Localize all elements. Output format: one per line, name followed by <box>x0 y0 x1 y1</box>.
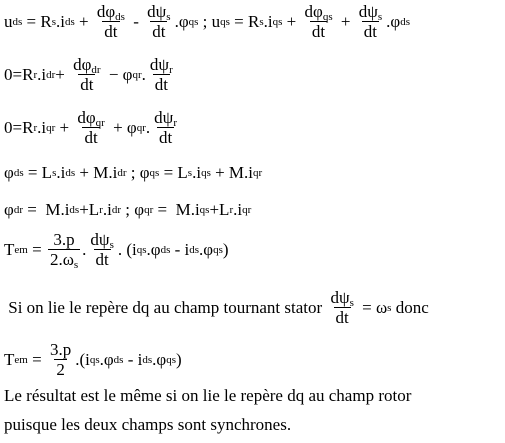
text-segment: φ <box>4 200 14 219</box>
text-segment: . (i <box>117 239 137 259</box>
numerator: dψ <box>149 55 170 74</box>
text-segment: ; φ <box>126 163 150 182</box>
denominator: dt <box>311 22 326 41</box>
subscript: r <box>173 117 177 129</box>
stator-flux-equations: φ ds = L s .i ds + M.i dr ; φ qs = L s .i qs + M.i qr <box>4 163 263 182</box>
torque-equation: T em = $\frac{3.p}{2.\omega_s}$ . $\frac{d\psi_s}{dt}$ . (i qs .φ ds - i ds .φ qs ) <box>4 230 229 271</box>
conclusion-line-2: puisque les deux champs sont synchrones. <box>4 415 292 434</box>
fraction <box>152 108 179 147</box>
text-segment: .i <box>56 11 65 31</box>
text-segment: .i <box>37 117 47 137</box>
text-segment: = L <box>23 163 53 182</box>
numerator: 3.p <box>53 230 75 249</box>
text-segment: = R <box>229 11 260 31</box>
text-segment: + M.i <box>75 163 118 182</box>
subscript: s <box>377 11 383 23</box>
denominator: dt <box>152 22 166 41</box>
fraction <box>145 2 172 41</box>
numerator: dφ <box>304 2 323 21</box>
denominator: dt <box>95 250 109 269</box>
text-segment: T <box>4 239 15 259</box>
numerator: dφ <box>96 2 116 21</box>
text-segment: + <box>55 117 74 137</box>
subscript: r <box>169 64 173 76</box>
text-segment: donc <box>391 297 429 317</box>
conclusion-line-1: Le résultat est le même si on lie le repère dq au champ rotor <box>4 386 412 405</box>
text-segment: .i <box>192 163 202 182</box>
fraction <box>303 2 335 41</box>
subscript: s <box>349 297 354 309</box>
subscript: s <box>166 11 171 23</box>
text-segment: φ <box>4 163 14 182</box>
rotor-flux-equations: φ dr = M.i ds +L r .i dr ; φ qr = M.i qs +L r .i qr <box>4 200 252 219</box>
text-segment: .i <box>56 163 66 182</box>
numerator: dψ <box>90 230 110 249</box>
fraction <box>75 108 106 147</box>
text-segment: u <box>4 11 13 31</box>
text-segment: ; u <box>198 11 221 31</box>
text-segment: = M.i <box>153 200 200 219</box>
subscript: qr <box>95 117 105 129</box>
text-segment: ; φ <box>121 200 145 219</box>
text-segment: ) <box>175 349 182 369</box>
denominator: dt <box>335 308 349 327</box>
fraction <box>48 230 80 269</box>
text-segment: +L <box>209 200 230 219</box>
text-segment: . <box>82 239 87 259</box>
rotor-equation-q: 0=R r .i qr + $\frac{d\varphi_{qr}}{dt}$ + φ qr . $\frac{d\psi_r}{dt}$ <box>4 108 177 147</box>
text-segment: .φ <box>152 349 167 369</box>
fraction <box>88 230 115 269</box>
text-segment: + φ <box>108 117 137 137</box>
text-segment: + <box>336 11 355 31</box>
numerator: dψ <box>154 108 174 127</box>
text-segment: = L <box>159 163 188 182</box>
numerator: dψ <box>358 2 378 21</box>
text-segment: − φ <box>104 64 133 84</box>
text-segment: .φ <box>146 239 161 259</box>
numerator: dψ <box>330 288 350 307</box>
text-segment: .i <box>263 11 273 31</box>
rotor-equation-d: 0=R r .i dr + $\frac{d\varphi_{dr}}{dt}$ − φ qr . $\frac{d\psi_r}{dt}$ <box>4 55 173 94</box>
text-segment: .φ <box>99 349 114 369</box>
denominator: dt <box>84 128 98 147</box>
text-segment: - i <box>123 349 143 369</box>
denominator: dt <box>104 22 118 41</box>
fraction <box>71 55 102 94</box>
text-segment: .φ <box>199 239 214 259</box>
subscript: s <box>109 239 114 251</box>
text-segment: + M.i <box>210 163 254 182</box>
text-segment: + <box>282 11 301 31</box>
text-segment: = ω <box>357 297 388 317</box>
fraction <box>48 340 73 379</box>
text-segment: .i <box>233 200 243 219</box>
denominator: 2.ω <box>49 250 74 269</box>
text-segment: +L <box>79 200 100 219</box>
fraction <box>328 288 355 327</box>
text-segment: = <box>27 239 46 259</box>
text-segment: - i <box>170 239 190 259</box>
stator-frame-condition: Si on lie le repère dq au champ tournant stator $\frac{d\psi_s}{dt}$ = ω s donc <box>4 288 429 327</box>
numerator: 3.p <box>49 340 72 359</box>
text-segment: .φ <box>386 11 401 31</box>
text-segment: ) <box>222 239 229 259</box>
subscript: s <box>73 259 79 271</box>
stator-voltage-equations: u ds = R s .i ds + $\frac{d\varphi_{ds}}{dt}$ - $\frac{d\psi_s}{dt}$ .φ qs ; u qs = R s .i qs + $\frac{d\varphi_{qs}}{dt}$ + $\frac{d\psi_s}{dt}$ .φ ds <box>4 2 410 41</box>
text-segment: 0=R <box>4 117 34 137</box>
text-segment: .(i <box>75 349 90 369</box>
numerator: dφ <box>73 55 92 74</box>
denominator: dt <box>158 128 173 147</box>
text-segment: Si on lie le repère dq au champ tournant stator <box>4 297 327 317</box>
text-segment: + <box>74 11 93 31</box>
text-segment: = R <box>22 11 52 31</box>
text-segment: + <box>55 64 70 84</box>
denominator: 2 <box>56 360 65 379</box>
numerator: dφ <box>77 108 96 127</box>
subscript: qs <box>322 11 333 23</box>
text-segment: .φ <box>174 11 189 31</box>
numerator: dψ <box>147 2 167 21</box>
fraction <box>95 2 127 41</box>
text-segment: = <box>27 349 46 369</box>
fraction <box>148 55 175 94</box>
subscript: dr <box>91 64 101 76</box>
text-segment: - <box>128 11 144 31</box>
text-segment: . <box>141 64 146 84</box>
denominator: dt <box>80 75 94 94</box>
denominator: dt <box>154 75 168 94</box>
text-segment: T <box>4 349 15 369</box>
text-segment: . <box>145 117 151 137</box>
text-segment: .i <box>102 200 112 219</box>
text-segment: 0=R <box>4 64 34 84</box>
subscript: ds <box>115 11 125 23</box>
torque-simplified: T em = $\frac{3.p}{2}$ .(i qs .φ ds - i ds .φ qs ) <box>4 340 182 379</box>
denominator: dt <box>363 22 378 41</box>
text-segment: .i <box>37 64 47 84</box>
text-segment: = M.i <box>22 200 70 219</box>
fraction <box>357 2 384 41</box>
